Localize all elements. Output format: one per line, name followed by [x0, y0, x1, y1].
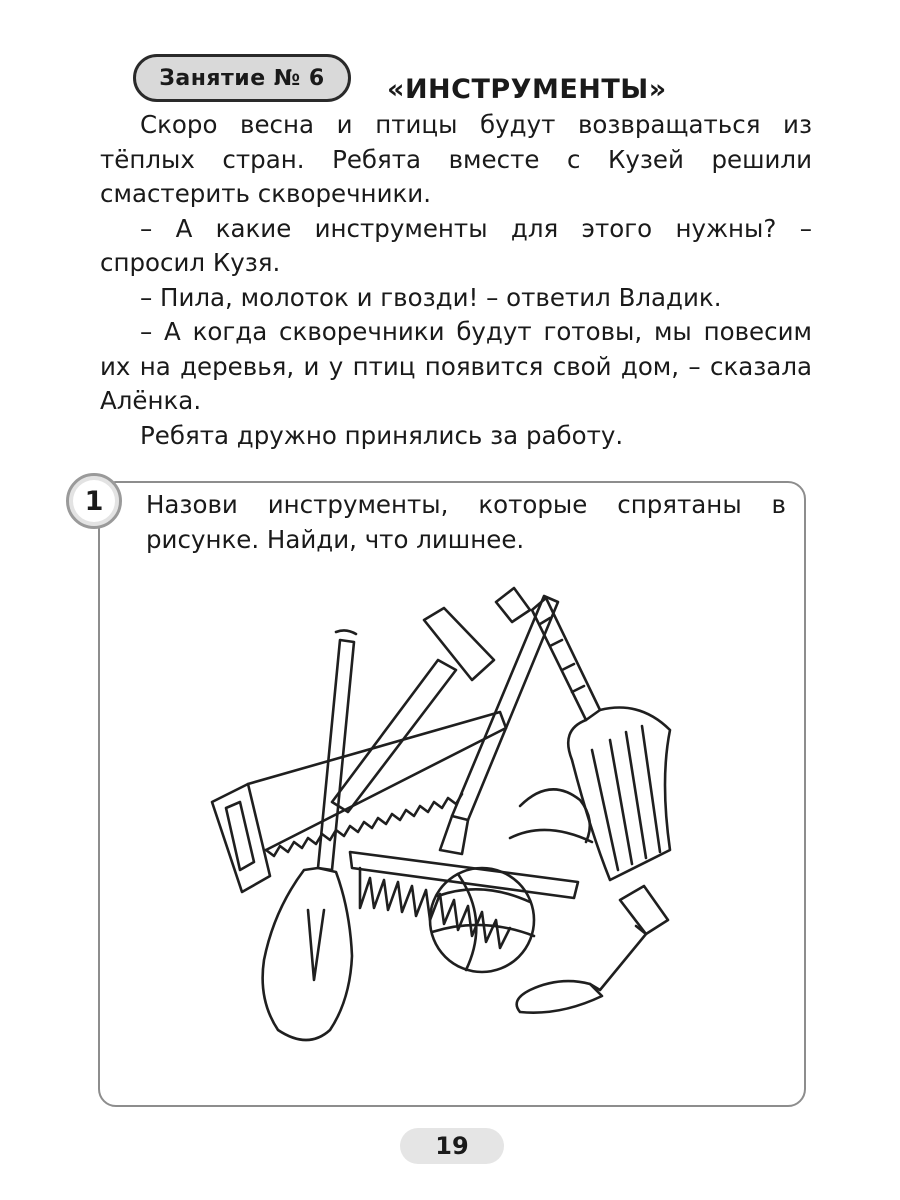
- story-paragraph: – А какие инструменты для этого нужны? – спросил Кузя.: [100, 213, 812, 277]
- rake-icon: [350, 852, 578, 948]
- tools-drawing-icon: [200, 580, 700, 1060]
- story-paragraph: – А когда скворечники будут готовы, мы повесим их на деревья, и у птиц появится свой дом, – сказала Алёнка.: [100, 317, 812, 415]
- task-instructions: [146, 488, 786, 557]
- story-text: [100, 108, 812, 453]
- story-paragraph: Скоро весна и птицы будут возвращаться из тёплых стран. Ребята вместе с Кузей решили смастерить скворечники.: [100, 110, 812, 208]
- saw-icon: [212, 712, 506, 892]
- task-text: Назови инструменты, которые спрятаны в рисунке. Найди, что лишнее.: [146, 490, 786, 554]
- task-number: 1: [84, 485, 104, 517]
- broom-icon: [532, 598, 670, 880]
- task-number-badge: [66, 473, 122, 529]
- watering-can-icon: [510, 789, 592, 842]
- story-paragraph: Ребята дружно принялись за работу.: [140, 420, 624, 450]
- page-number: 19: [435, 1132, 469, 1160]
- hammer-icon: [332, 608, 494, 812]
- lesson-badge: [133, 54, 351, 102]
- axe-icon: [517, 886, 668, 1013]
- story-paragraph: – Пила, молоток и гвозди! – ответил Владик.: [140, 282, 722, 312]
- page-title: «ИНСТРУМЕНТЫ»: [387, 74, 667, 105]
- lesson-label: Занятие № 6: [159, 65, 325, 91]
- page-number-badge: [400, 1128, 504, 1164]
